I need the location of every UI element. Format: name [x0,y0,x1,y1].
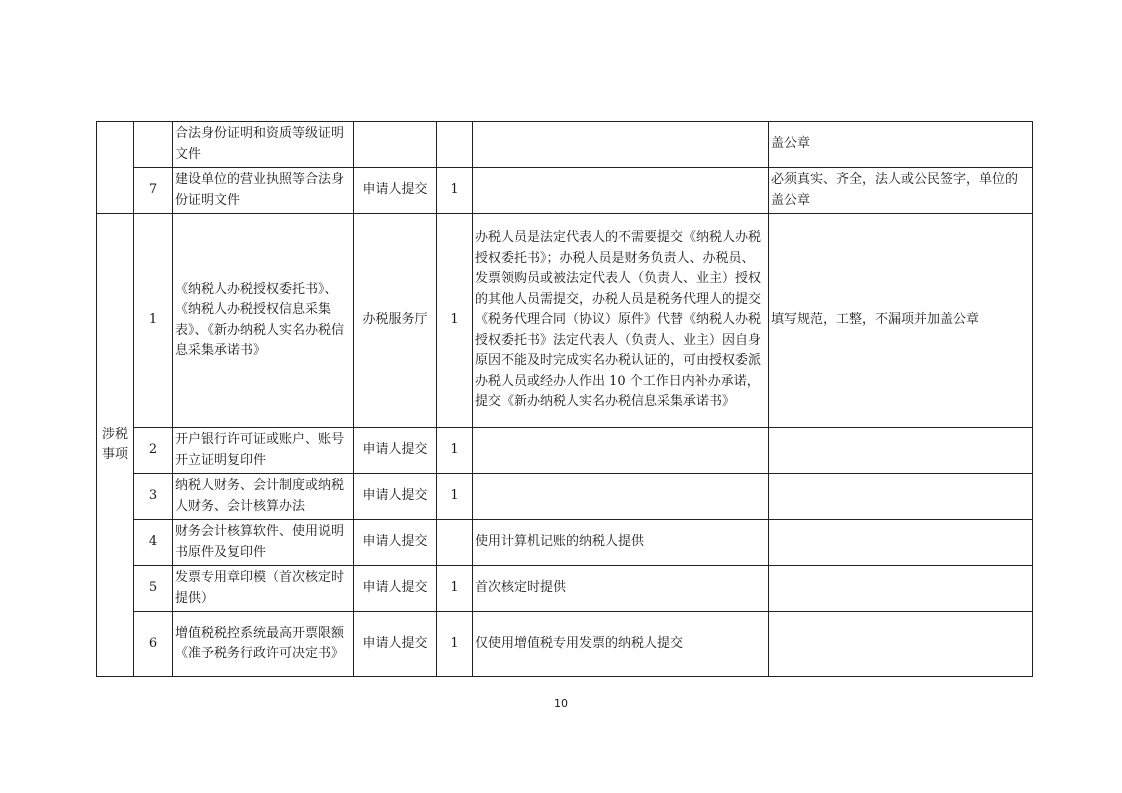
row-number: 6 [134,612,173,677]
row-number [134,122,173,168]
material-name: 发票专用章印模（首次核定时提供） [173,566,354,612]
notes: 办税人员是法定代表人的不需要提交《纳税人办税授权委托书》；办税人员是财务负责人、办税员、发票领购员或被法定代表人（负责人、业主）授权的其他人员需提交，办税人员是税务代理人的提交《税务代理合同（协议）原件》代替《纳税人办税授权委托书》法定代表人（负责人、业主）因自身原因不能及时完成实名办税认证的，可由授权委派办税人员或经办人作出 10 个工作日内补办承诺，提交《新办纳税人实名办税信息采集承诺书》 [473,214,769,428]
notes [473,474,769,520]
material-source [354,122,437,168]
material-name: 《纳税人办税授权委托书》、《纳税人办税授权信息采集表》、《新办纳税人实名办税信息采集承诺书》 [173,214,354,428]
material-name: 纳税人财务、会计制度或纳税人财务、会计核算办法 [173,474,354,520]
requirements: 必须真实、齐全，法人或公民签字，单位的盖公章 [769,168,1033,214]
row-number: 1 [134,214,173,428]
row-number: 5 [134,566,173,612]
requirements [769,520,1033,566]
requirements: 盖公章 [769,122,1033,168]
table-row [97,612,1033,677]
previous-category-cell [97,122,134,214]
material-name: 财务会计核算软件、使用说明书原件及复印件 [173,520,354,566]
material-name: 开户银行许可证或账户、账号开立证明复印件 [173,428,354,474]
copies: 1 [437,566,473,612]
category-cell: 涉税事项 [97,214,134,677]
table-row [97,168,1033,214]
material-source: 办税服务厅 [354,214,437,428]
notes [473,168,769,214]
notes: 首次核定时提供 [473,566,769,612]
material-source: 申请人提交 [354,566,437,612]
requirements [769,474,1033,520]
notes: 使用计算机记账的纳税人提供 [473,520,769,566]
notes: 仅使用增值税专用发票的纳税人提交 [473,612,769,677]
table-row [97,122,1033,168]
requirements [769,612,1033,677]
copies [437,122,473,168]
material-source: 申请人提交 [354,168,437,214]
page-number: 10 [554,697,568,710]
table-row [97,428,1033,474]
row-number: 7 [134,168,173,214]
table-row [97,566,1033,612]
table-row [97,214,1033,428]
copies: 1 [437,612,473,677]
material-source: 申请人提交 [354,474,437,520]
table-row [97,474,1033,520]
material-source: 申请人提交 [354,520,437,566]
row-number: 2 [134,428,173,474]
material-name: 增值税税控系统最高开票限额《准予税务行政许可决定书》 [173,612,354,677]
row-number: 3 [134,474,173,520]
materials-table [96,121,1033,677]
material-name: 建设单位的营业执照等合法身份证明文件 [173,168,354,214]
copies [437,520,473,566]
notes [473,122,769,168]
copies: 1 [437,428,473,474]
material-source: 申请人提交 [354,428,437,474]
table-row [97,520,1033,566]
material-source: 申请人提交 [354,612,437,677]
notes [473,428,769,474]
row-number: 4 [134,520,173,566]
requirements [769,566,1033,612]
requirements [769,428,1033,474]
copies: 1 [437,168,473,214]
material-name: 合法身份证明和资质等级证明文件 [173,122,354,168]
copies: 1 [437,474,473,520]
requirements: 填写规范，工整，不漏项并加盖公章 [769,214,1033,428]
copies: 1 [437,214,473,428]
